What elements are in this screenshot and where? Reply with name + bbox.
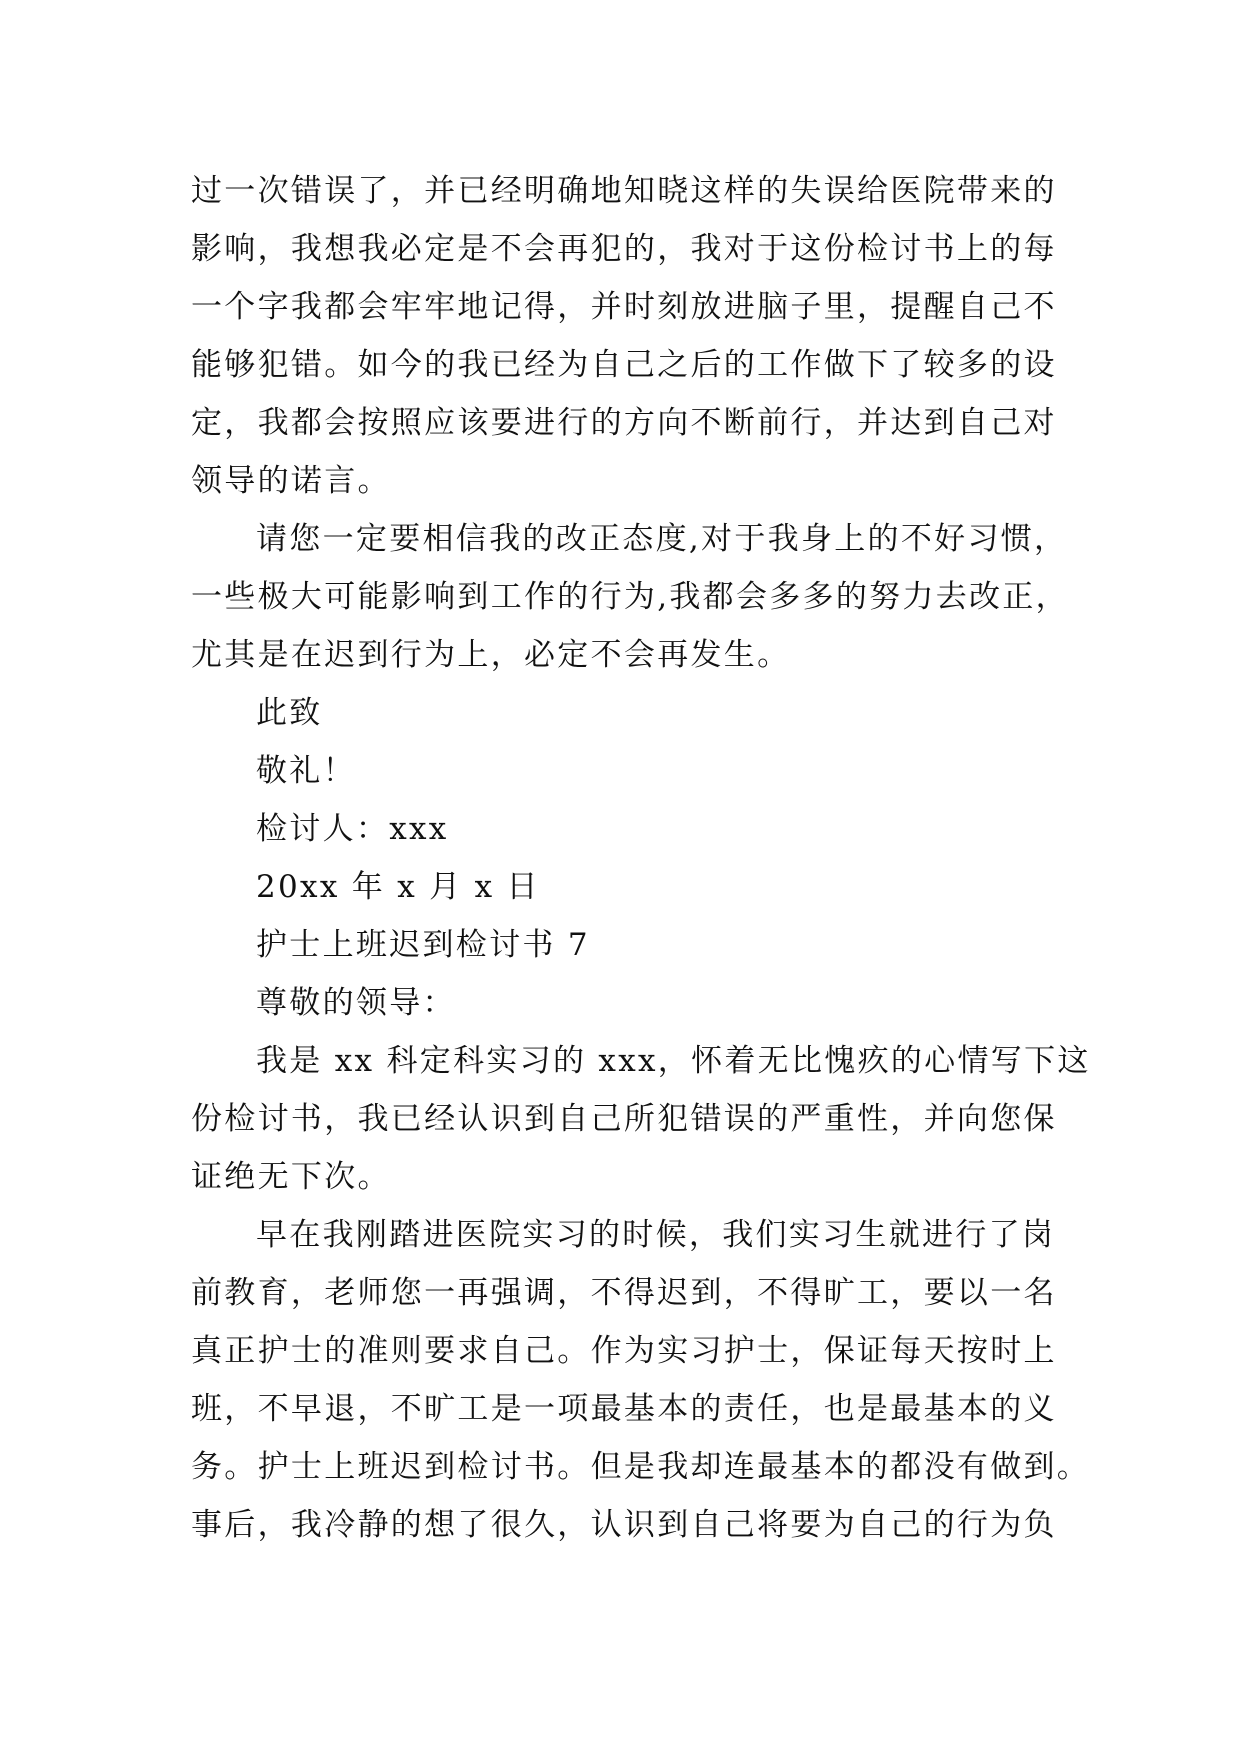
signature-line: 检讨人：xxx — [256, 811, 449, 847]
section-title: 护士上班迟到检讨书 7 — [256, 927, 590, 963]
text-line: 证绝无下次。 — [191, 1159, 391, 1195]
text-line: 定，我都会按照应该要进行的方向不断前行，并达到自己对 — [191, 405, 1057, 441]
date-line: 20xx 年 x 月 x 日 — [256, 869, 540, 905]
text-line: 份检讨书，我已经认识到自己所犯错误的严重性，并向您保 — [191, 1101, 1057, 1137]
text-line: 前教育，老师您一再强调，不得迟到，不得旷工，要以一名 — [191, 1275, 1057, 1311]
text-line: 领导的诺言。 — [191, 463, 391, 499]
closing-regards: 敬礼！ — [256, 753, 356, 789]
text-line: 真正护士的准则要求自己。作为实习护士，保证每天按时上 — [191, 1333, 1057, 1369]
text-line: 一个字我都会牢牢地记得，并时刻放进脑子里，提醒自己不 — [191, 289, 1057, 325]
greeting-line: 尊敬的领导： — [256, 985, 456, 1021]
text-line: 影响，我想我必定是不会再犯的，我对于这份检讨书上的每 — [191, 231, 1057, 267]
paragraph-first-line: 我是 xx 科定科实习的 xxx，怀着无比愧疚的心情写下这 — [256, 1043, 1091, 1079]
document-page — [191, 162, 1091, 1554]
text-line: 务。护士上班迟到检讨书。但是我却连最基本的都没有做到。 — [191, 1449, 1091, 1485]
closing-salutation: 此致 — [256, 695, 323, 731]
text-line: 能够犯错。如今的我已经为自己之后的工作做下了较多的设 — [191, 347, 1057, 383]
paragraph-first-line: 请您一定要相信我的改正态度,对于我身上的不好习惯， — [256, 521, 1068, 557]
text-line: 尤其是在迟到行为上，必定不会再发生。 — [191, 637, 791, 673]
text-line: 事后，我冷静的想了很久，认识到自己将要为自己的行为负 — [191, 1507, 1057, 1543]
text-line: 一些极大可能影响到工作的行为,我都会多多的努力去改正， — [191, 579, 1069, 615]
text-line: 班，不早退，不旷工是一项最基本的责任，也是最基本的义 — [191, 1391, 1057, 1427]
paragraph-first-line: 早在我刚踏进医院实习的时候，我们实习生就进行了岗 — [256, 1217, 1056, 1253]
text-line: 过一次错误了，并已经明确地知晓这样的失误给医院带来的 — [191, 173, 1057, 209]
